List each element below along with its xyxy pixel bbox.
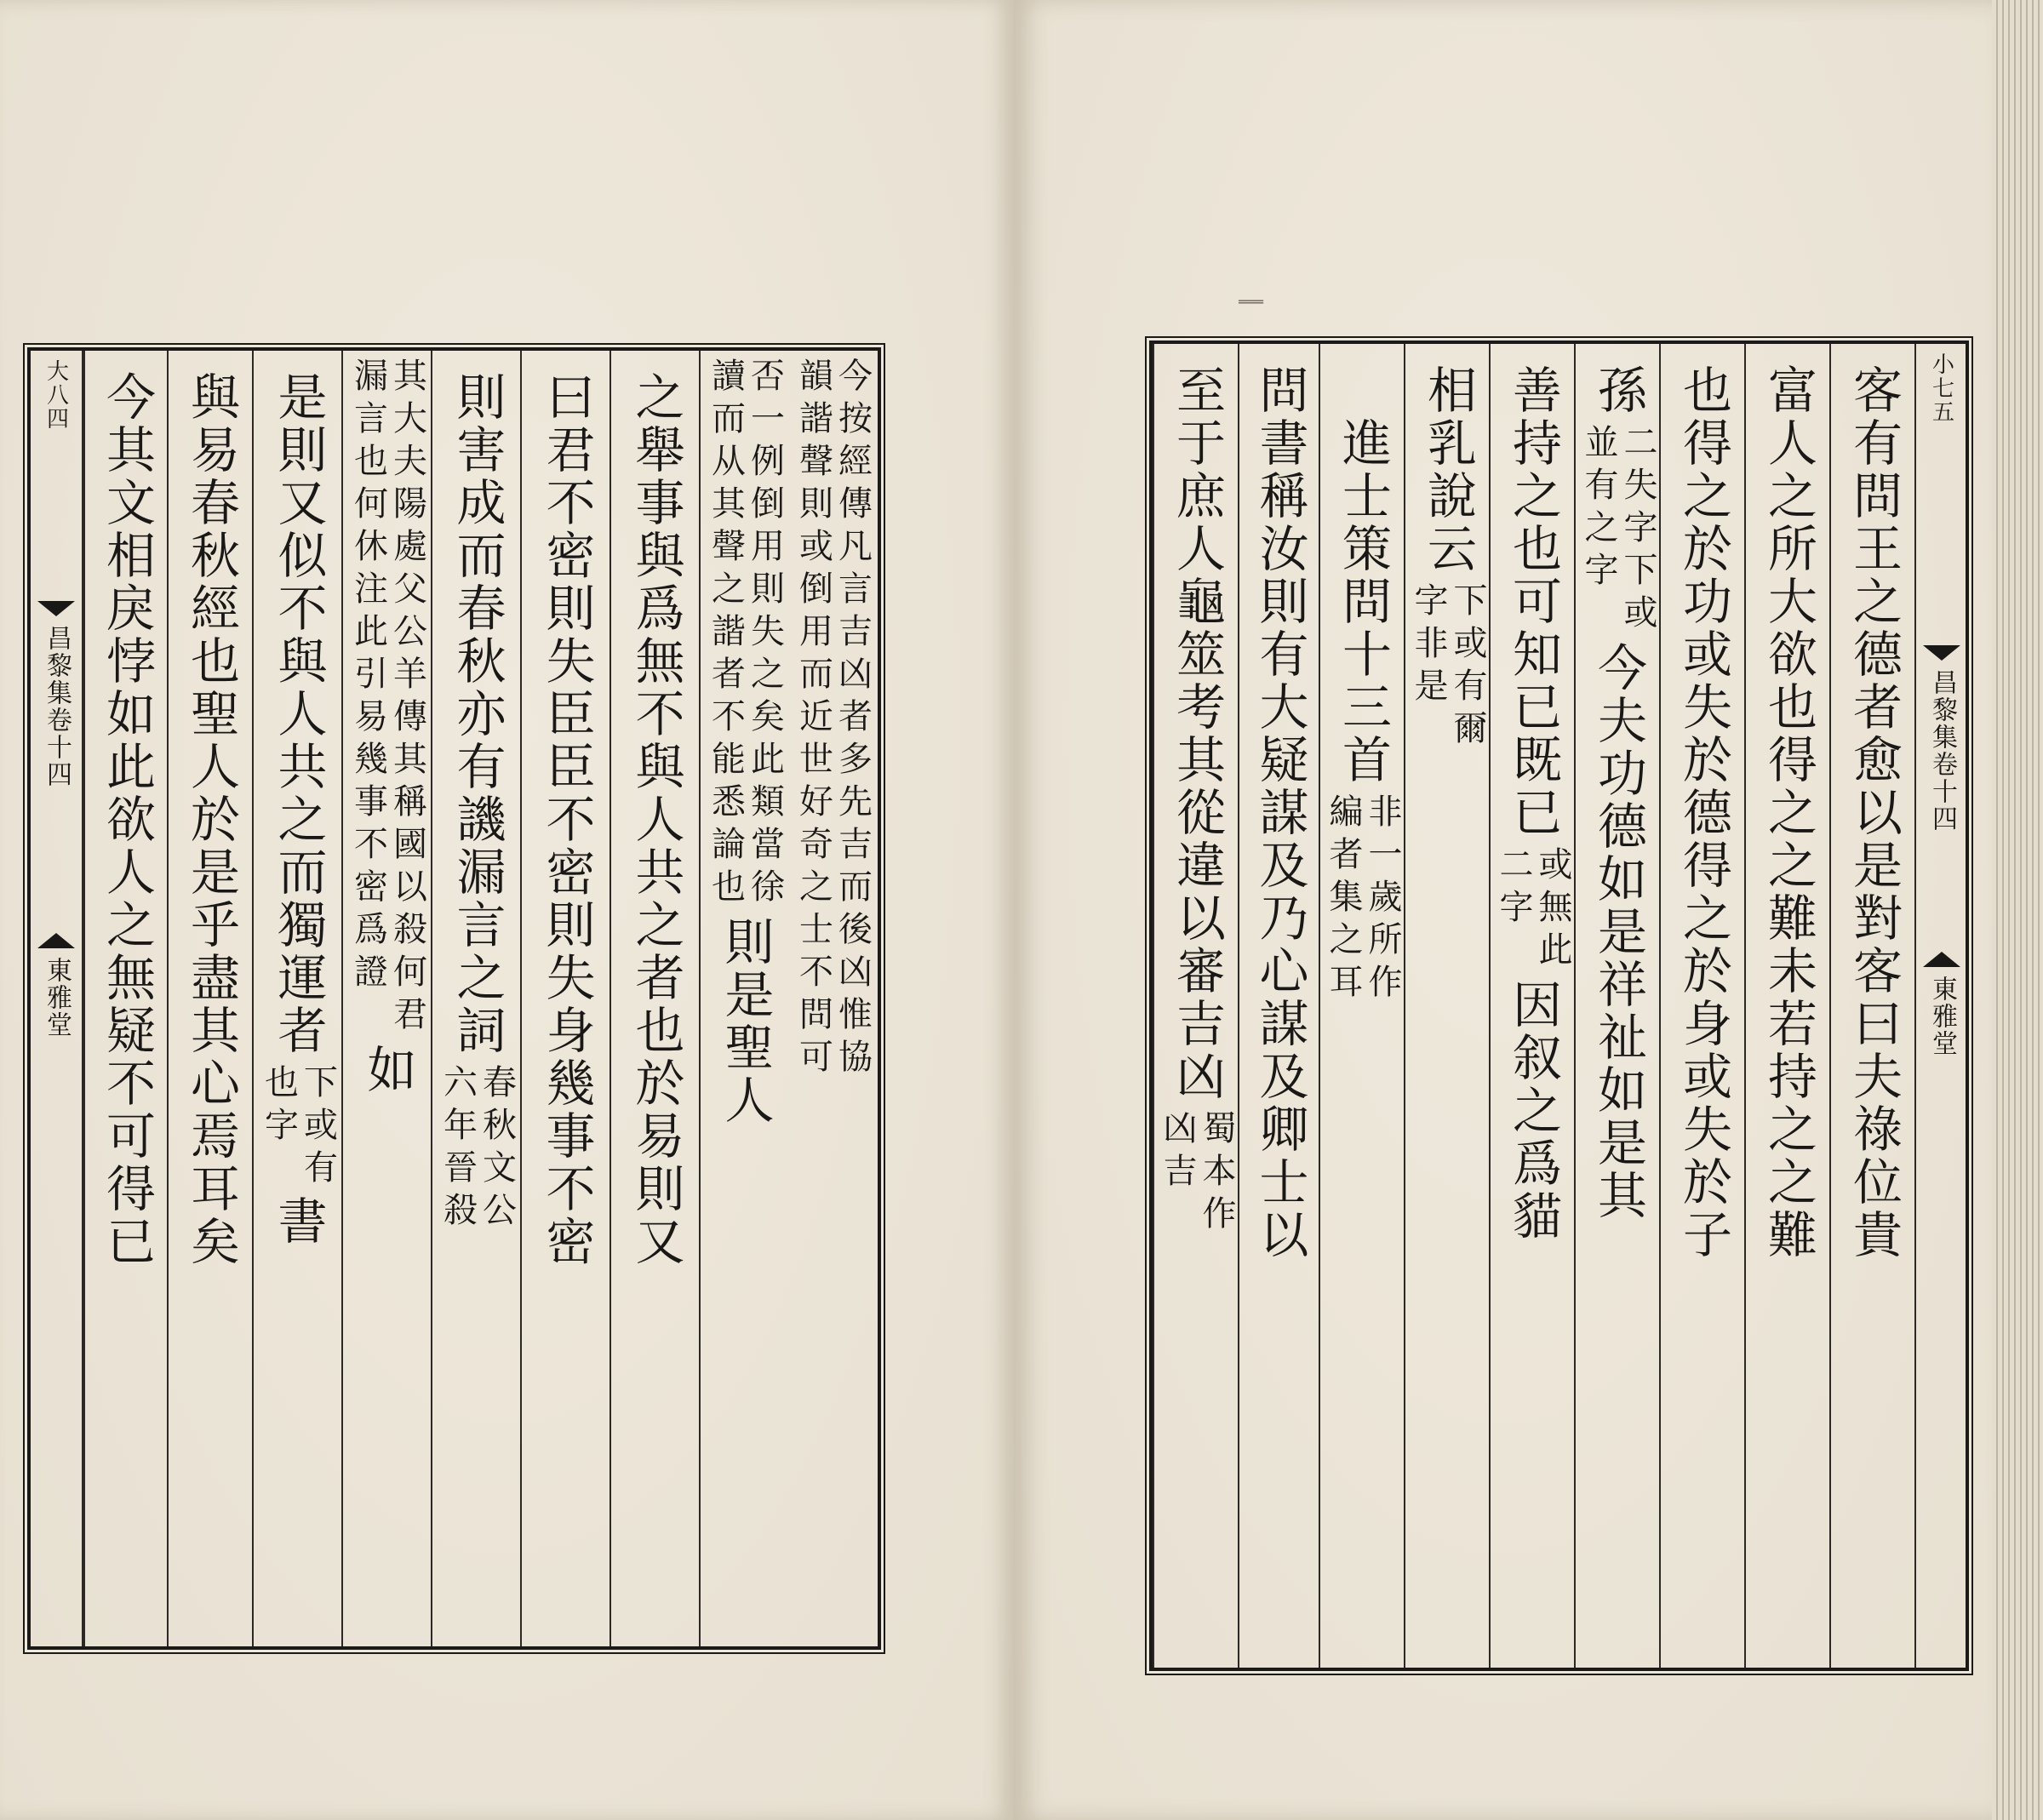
annotation-line: 讀而从其聲之諧者不能悉論也 [706,358,746,911]
annotation [706,358,785,911]
text-column [609,351,701,1646]
main-text: 富人之所大欲也得之之難未若持之之難 [1760,364,1817,1262]
volume-title: 昌黎集卷十四 [1927,669,1957,833]
annotation-line: 春秋文公 [477,1064,517,1234]
annotation-line: 否一例倒用則失之矣此類當徐 [745,358,785,911]
annotation [1411,582,1485,753]
main-text: 曰君不密則失臣臣不密則失身幾事不密 [537,371,596,1268]
annotation-line: 蜀本作 [1197,1110,1236,1238]
seal-mark: ═══ [1239,294,1263,310]
text-column [431,351,522,1646]
main-text: 孫 [1589,364,1647,417]
main-text: 之舉事與爲無不與人共之者也於易則又 [627,371,685,1268]
annotation-line: 非一歲所作 [1363,793,1402,1006]
annotation-line: 凶吉 [1158,1110,1197,1195]
annotation-line: 二字 [1494,846,1533,931]
main-text: 如 [358,1044,417,1096]
fish-tail-mark-bottom [1923,952,1960,967]
main-text: 則是聖人 [716,916,775,1127]
text-column [167,351,254,1646]
fish-tail-mark-top [1923,645,1960,661]
annotation-line: 六年晉殺 [438,1064,478,1234]
annotation-line: 編者集之耳 [1324,793,1363,1006]
annotation [438,1064,517,1234]
page-edges [1992,0,2043,1820]
text-column [788,351,878,1646]
main-text: 書 [269,1195,328,1248]
annotation [1324,793,1402,1006]
text-column [1489,344,1576,1668]
text-column [1238,344,1320,1668]
annotation [1158,1110,1236,1238]
main-text: 今夫功德如是祥祉如是其 [1589,642,1647,1222]
text-column [1319,344,1405,1668]
annotation-line: 字非是 [1409,582,1448,710]
annotation-line: 下或有爾 [1448,582,1487,753]
main-text: 相乳說云 [1419,364,1477,575]
annotation-line: 也字 [259,1064,299,1149]
annotation-line: 或無此 [1533,846,1572,974]
page-number: 大八四 [43,359,69,431]
main-text: 問書稱汝則有大疑謀及乃心謀及卿士以 [1250,364,1309,1262]
main-text: 客有問王之德者愈以是對客曰夫祿位貴 [1845,364,1903,1262]
text-column [1404,344,1491,1668]
text-column [1659,344,1746,1668]
main-text: 是則又似不與人共之而獨運者 [269,371,328,1057]
text-column [1574,344,1661,1668]
fish-tail-mark-top [37,601,75,616]
section-heading: 進士策問十三首 [1334,364,1392,787]
publisher-name: 東雅堂 [42,957,72,1039]
fish-tail-mark-bottom [37,933,75,948]
text-column [1153,344,1239,1668]
annotation-line: 並有之字 [1579,424,1618,594]
text-column [252,351,343,1646]
annotation-line: 今按經傳凡言吉凶者多先吉而後凶惟協 [833,358,873,1081]
main-text: 因叙之爲貓 [1504,979,1562,1243]
main-text: 今其文相戾悖如此欲人之無疑不可得已 [98,371,156,1268]
main-text: 與易春秋經也聖人於是乎盡其心焉耳矣 [182,371,240,1268]
right-page-margin [1914,344,1967,1668]
annotation-line: 下或有 [298,1064,338,1192]
publisher-name: 東雅堂 [1927,976,1957,1057]
annotation [793,358,873,1081]
main-text: 至于庶人龜筮考其從違以審吉凶 [1168,364,1226,1103]
annotation-line: 韻諧聲則或倒用而近世好奇之士不問可 [793,358,833,1081]
main-text: 善持之也可知已既已 [1504,364,1562,839]
annotation [259,1064,338,1192]
annotation [1496,846,1570,974]
text-column [1829,344,1916,1668]
left-page [0,0,1013,1820]
text-column [520,351,611,1646]
text-column [699,351,790,1646]
annotation-line: 二失字下或 [1618,424,1657,637]
page-number: 小七五 [1928,352,1954,424]
left-text-block [27,347,881,1650]
volume-title: 昌黎集卷十四 [42,625,72,788]
annotation [348,358,427,1039]
annotation-line: 其大夫陽處父公羊傳其稱國以殺何君 [387,358,427,1039]
left-page-margin [31,351,83,1646]
text-column [83,351,169,1646]
right-text-block [1149,341,1969,1671]
text-column [1744,344,1831,1668]
annotation-line: 漏言也何休注此引易幾事不密爲證 [348,358,388,996]
annotation [1579,424,1657,637]
main-text: 則害成而春秋亦有譏漏言之詞 [448,371,506,1057]
text-column [341,351,432,1646]
main-text: 也得之於功或失於德得之於身或失於子 [1674,364,1732,1262]
